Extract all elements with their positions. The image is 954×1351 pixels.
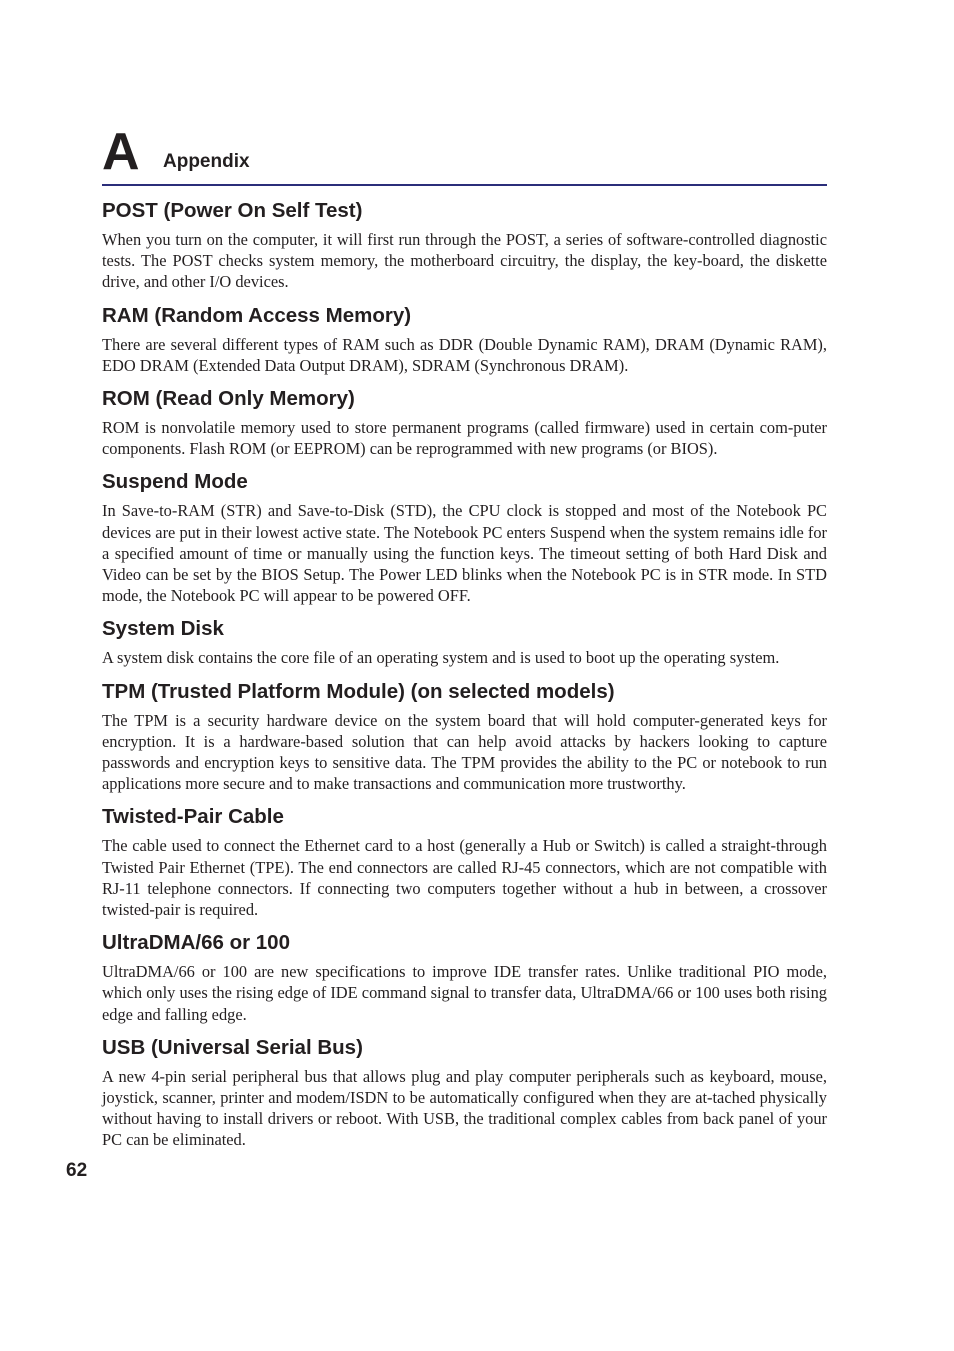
section-body: ROM is nonvolatile memory used to store permanent programs (called firmware) used in certain com-puter components. Flash ROM (or EEPROM) can be reprogrammed with new programs (or BIOS). (102, 418, 827, 459)
chapter-header (102, 124, 827, 186)
section-body: The cable used to connect the Ethernet card to a host (generally a Hub or Switch) is called a straight-through Twisted Pair Ethernet (TPE). The end connectors are called RJ-45 connectors, which are not compatible with RJ-11 telephone connectors. If connecting two computers together without a hub in between, a crossover twisted-pair is required. (102, 836, 827, 920)
page-content (102, 124, 827, 1161)
section-post (102, 198, 827, 293)
section-body: A system disk contains the core file of an operating system and is used to boot up the operating system. (102, 648, 780, 668)
section-heading: USB (Universal Serial Bus) (102, 1035, 363, 1059)
section-heading: Suspend Mode (102, 470, 248, 494)
section-system-disk (102, 616, 827, 668)
section-body: A new 4-pin serial peripheral bus that allows plug and play computer peripherals such as keyboard, mouse, joystick, scanner, printer and modem/ISDN to be automatically configured when they are at-tached physically without having to install drivers or reboot. With USB, the traditional complex cables from back panel of your PC can be eliminated. (102, 1066, 827, 1150)
chapter-letter: A (102, 123, 140, 181)
section-heading: Twisted-Pair Cable (102, 805, 284, 829)
section-body: UltraDMA/66 or 100 are new specifications to improve IDE transfer rates. Unlike traditional PIO mode, which only uses the rising edge of IDE command signal to transfer data, UltraDMA/66 or 100 uses both rising edge and falling edge. (102, 962, 827, 1024)
section-tpm (102, 679, 827, 795)
section-body: When you turn on the computer, it will first run through the POST, a series of software-controlled diagnostic tests. The POST checks system memory, the motherboard circuitry, the display, the key-board, the diskette drive, and other I/O devices. (102, 230, 827, 292)
section-ram (102, 303, 827, 376)
section-twisted-pair-cable (102, 804, 827, 920)
section-rom (102, 386, 827, 459)
section-heading: TPM (Trusted Platform Module) (on selected models) (102, 679, 615, 703)
section-body: There are several different types of RAM such as DDR (Double Dynamic RAM), DRAM (Dynamic RAM), EDO DRAM (Extended Data Output DRAM), SDRAM (Synchronous DRAM). (102, 334, 827, 375)
section-body: The TPM is a security hardware device on the system board that will hold computer-generated keys for encryption. It is a hardware-based solution that can help avoid attacks by hackers looking to capture passwords and encryption keys to sensitive data. The TPM provides the ability to the PC or notebook to run applications more secure and to make transactions and communication more trustworthy. (102, 710, 827, 794)
section-suspend-mode (102, 469, 827, 606)
section-heading: UltraDMA/66 or 100 (102, 931, 290, 955)
section-heading: ROM (Read Only Memory) (102, 387, 355, 411)
section-heading: System Disk (102, 617, 224, 641)
section-ultradma (102, 930, 827, 1025)
section-usb (102, 1035, 827, 1151)
glossary-list (102, 186, 827, 1151)
section-body: In Save-to-RAM (STR) and Save-to-Disk (STD), the CPU clock is stopped and most of the Notebook PC devices are put in their lowest active state. The Notebook PC enters Suspend when the system remains idle for a specified amount of time or manually using the function keys. The timeout setting of both Hard Disk and Video can be set by the BIOS Setup. The Power LED blinks when the Notebook PC is in STR mode. In STD mode, the Notebook PC will appear to be powered OFF. (102, 501, 827, 606)
page-number: 62 (66, 1160, 88, 1181)
section-heading: POST (Power On Self Test) (102, 199, 363, 222)
chapter-title: Appendix (163, 151, 250, 172)
section-heading: RAM (Random Access Memory) (102, 303, 412, 327)
